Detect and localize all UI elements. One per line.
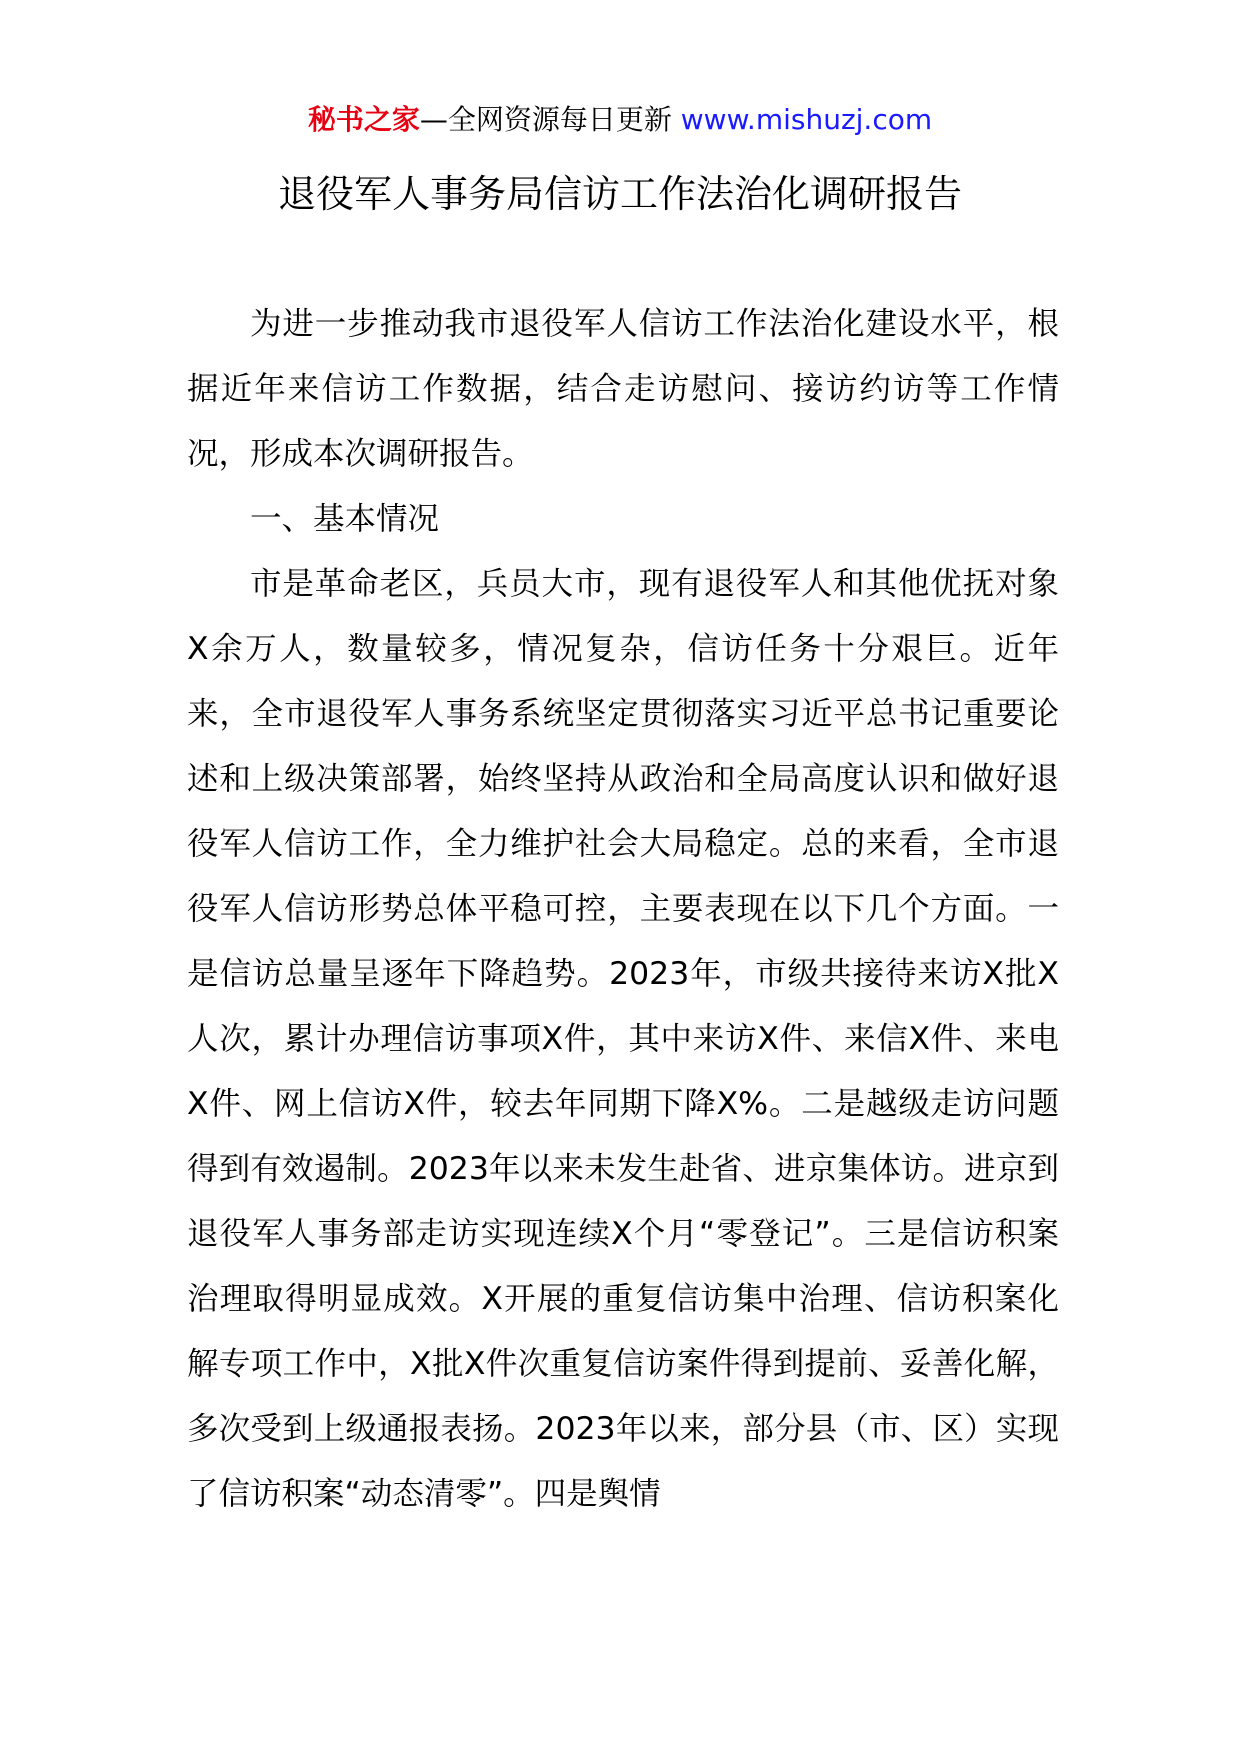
site-header [0, 100, 1240, 140]
header-tagline: —全网资源每日更新 [419, 103, 681, 136]
brand-name: 秘书之家 [307, 103, 420, 136]
section-heading-basic-situation: 一、基本情况 [250, 501, 440, 537]
basic-situation-paragraph: 市是革命老区，兵员大市，现有退役军人和其他优抚对象X余万人，数量较多，情况复杂，信访任务十分艰巨。近年来，全市退役军人事务系统坚定贯彻落实习近平总书记重要论述和上级决策部署，始终坚持从政治和全局高度认识和做好退役军人信访工作，全力维护社会大局稳定。总的来看，全市退役军人信访形势总体平稳可控，主要表现在以下几个方面。一是信访总量呈逐年下降趋势。2023年，市级共接待来访X批X人次，累计办理信访事项X件，其中来访X件、来信X件、来电X件、网上信访X件，较去年同期下降X%。二是越级走访问题得到有效遏制。2023年以来未发生赴省、进京集体访。进京到退役军人事务部走访实现连续X个月“零登记”。三是信访积案治理取得明显成效。X开展的重复信访集中治理、信访积案化解专项工作中，X批X件次重复信访案件得到提前、妥善化解，多次受到上级通报表扬。2023年以来，部分县（市、区）实现了信访积案“动态清零”。四是舆情 [187, 566, 1059, 1512]
site-url-link[interactable]: www.mishuzj.com [680, 103, 933, 136]
document-body [187, 292, 1059, 1527]
document-title: 退役军人事务局信访工作法治化调研报告 [277, 172, 962, 216]
intro-paragraph: 为进一步推动我市退役军人信访工作法治化建设水平，根据近年来信访工作数据，结合走访慰问、接访约访等工作情况，形成本次调研报告。 [187, 306, 1059, 472]
